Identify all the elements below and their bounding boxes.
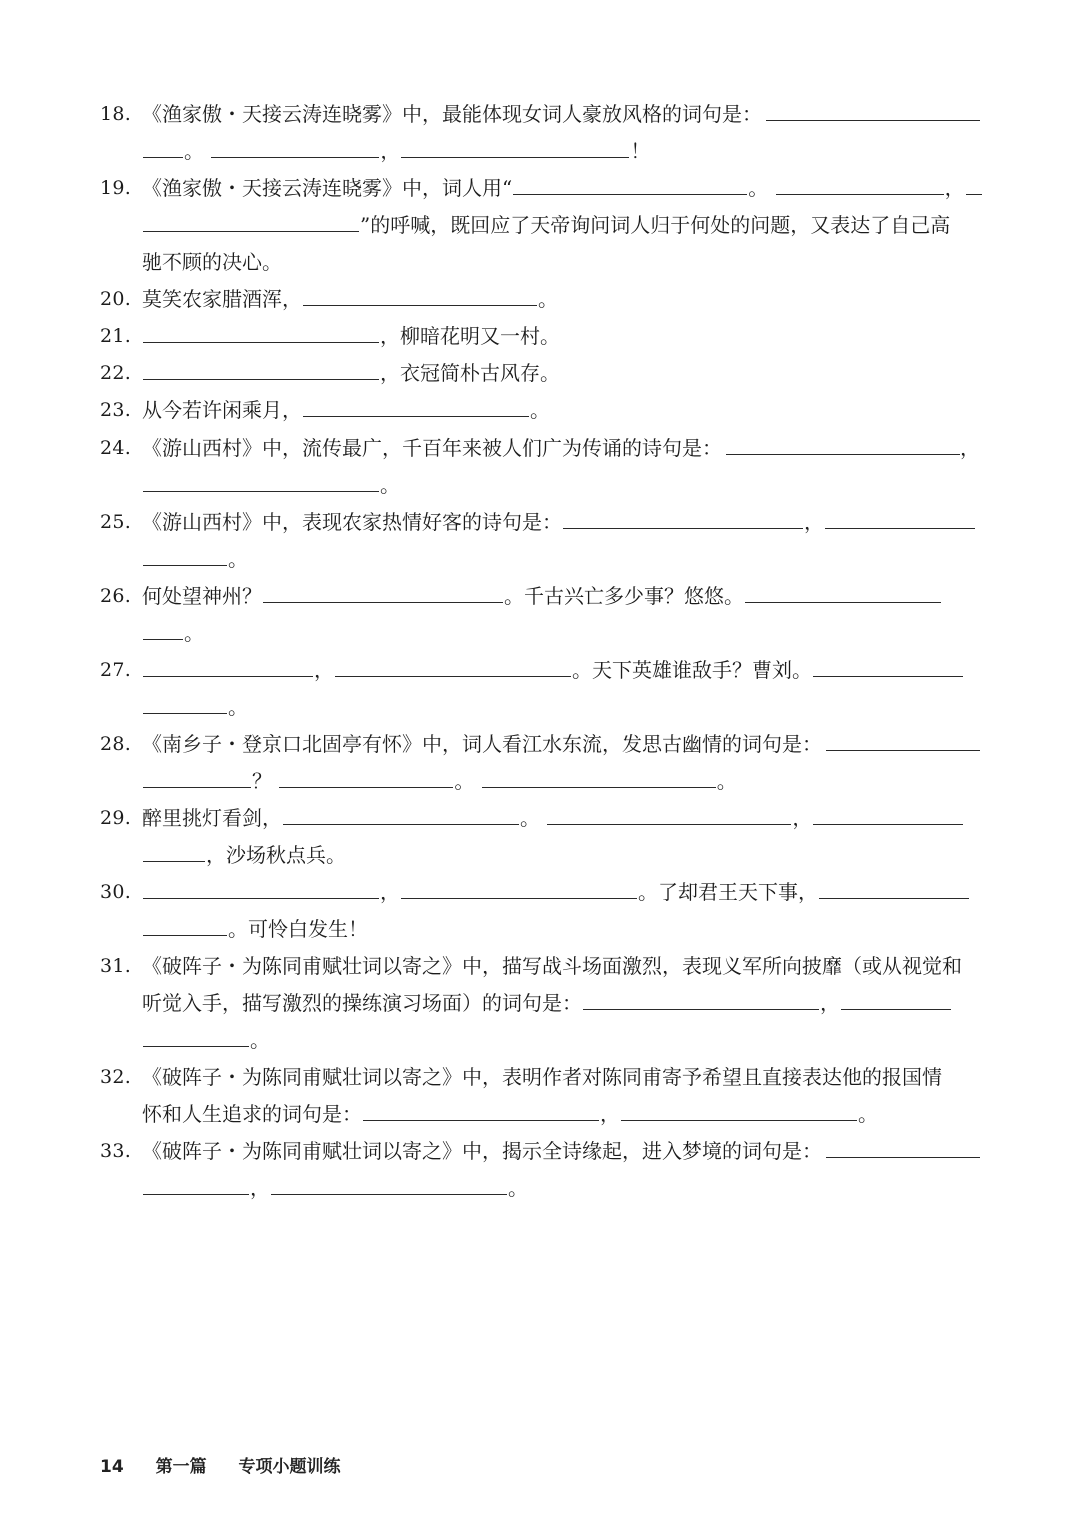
answer-blank[interactable] xyxy=(401,878,637,899)
question-number: 27. xyxy=(100,659,132,681)
answer-blank[interactable] xyxy=(143,1026,249,1047)
question-28 xyxy=(100,726,980,800)
question-number: 21. xyxy=(100,325,132,347)
answer-blank[interactable] xyxy=(813,656,963,677)
question-prompt: 听觉入手，描写激烈的操练演习场面）的词句是： xyxy=(142,991,582,1015)
answer-blank[interactable] xyxy=(966,174,982,195)
question-30 xyxy=(100,874,980,948)
answer-blank[interactable] xyxy=(547,804,791,825)
answer-blank[interactable] xyxy=(143,878,379,899)
question-24 xyxy=(100,430,980,504)
question-19 xyxy=(100,170,980,281)
question-20 xyxy=(100,281,980,318)
question-number: 23. xyxy=(100,399,132,421)
punct: 。 xyxy=(228,695,248,719)
question-number: 26. xyxy=(100,585,132,607)
question-prompt: 《游山西村》中，表现农家热情好客的诗句是： xyxy=(142,510,562,534)
answer-blank[interactable] xyxy=(482,767,716,788)
question-prompt: 《破阵子・为陈同甫赋壮词以寄之》中，描写战斗场面激烈，表现义军所向披靡（或从视觉和 xyxy=(142,954,962,978)
punct: ， xyxy=(250,1176,270,1200)
punct: 。 xyxy=(380,473,400,497)
question-prompt: 《渔家傲・天接云涛连晓雾》中，最能体现女词人豪放风格的词句是： xyxy=(142,102,762,126)
question-prompt: ，沙场秋点兵。 xyxy=(206,843,346,867)
answer-blank[interactable] xyxy=(143,767,251,788)
answer-blank[interactable] xyxy=(303,396,529,417)
answer-blank[interactable] xyxy=(143,211,359,232)
answer-blank[interactable] xyxy=(283,804,519,825)
answer-blank[interactable] xyxy=(143,656,313,677)
punct: 。 xyxy=(508,1176,528,1200)
answer-blank[interactable] xyxy=(303,285,537,306)
question-prompt: 醉里挑灯看剑， xyxy=(142,806,282,830)
question-prompt: ，衣冠简朴古风存。 xyxy=(380,361,560,385)
question-prompt: 《游山西村》中，流传最广，千百年来被人们广为传诵的诗句是： xyxy=(142,436,722,460)
question-23 xyxy=(100,392,980,429)
punct: ， xyxy=(960,436,980,460)
question-21 xyxy=(100,318,980,355)
punct: 。 xyxy=(184,621,204,645)
answer-blank[interactable] xyxy=(766,100,980,121)
punct: ？ xyxy=(252,769,272,793)
question-number: 32. xyxy=(100,1066,132,1088)
answer-blank[interactable] xyxy=(211,137,379,158)
answer-blank[interactable] xyxy=(513,174,747,195)
punct: 。 xyxy=(716,769,737,793)
punct: ， xyxy=(820,991,840,1015)
question-18 xyxy=(100,96,980,170)
question-number: 28. xyxy=(100,733,132,755)
answer-blank[interactable] xyxy=(143,471,379,492)
question-33 xyxy=(100,1133,980,1207)
question-31 xyxy=(100,948,980,1059)
punct: 。 xyxy=(250,1028,270,1052)
question-number: 25. xyxy=(100,511,132,533)
answer-blank[interactable] xyxy=(745,582,941,603)
answer-blank[interactable] xyxy=(563,508,803,529)
answer-blank[interactable] xyxy=(335,656,571,677)
answer-blank[interactable] xyxy=(363,1100,599,1121)
question-prompt: 莫笑农家腊酒浑， xyxy=(142,287,302,311)
answer-blank[interactable] xyxy=(826,1137,980,1158)
question-27 xyxy=(100,652,980,726)
question-prompt: 。可怜白发生！ xyxy=(228,917,368,941)
question-prompt: 怀和人生追求的词句是： xyxy=(142,1102,362,1126)
punct: ， xyxy=(314,658,334,682)
punct: ， xyxy=(804,510,824,534)
question-25 xyxy=(100,504,980,578)
question-prompt: 《南乡子・登京口北固亭有怀》中，词人看江水东流，发思古幽情的词句是： xyxy=(142,732,822,756)
question-prompt: 。了却君王天下事， xyxy=(638,880,818,904)
question-number: 20. xyxy=(100,288,132,310)
punct: 。 xyxy=(520,806,540,830)
answer-blank[interactable] xyxy=(143,915,227,936)
question-number: 33. xyxy=(100,1140,132,1162)
question-prompt: 《破阵子・为陈同甫赋壮词以寄之》中，揭示全诗缘起，进入梦境的词句是： xyxy=(142,1139,822,1163)
page-footer xyxy=(100,1452,367,1477)
punct: 。 xyxy=(184,139,204,163)
question-22 xyxy=(100,355,980,392)
answer-blank[interactable] xyxy=(271,1174,507,1195)
answer-blank[interactable] xyxy=(726,434,960,455)
section-title: 专项小题训练 xyxy=(238,1457,341,1477)
answer-blank[interactable] xyxy=(143,359,379,380)
answer-blank[interactable] xyxy=(143,1174,249,1195)
question-prompt: ”的呼喊，既回应了天帝询问词人归于何处的问题，又表达了自己高 xyxy=(360,213,951,237)
answer-blank[interactable] xyxy=(279,767,453,788)
punct: ， xyxy=(944,176,965,200)
question-prompt: 。天下英雄谁敌手？曹刘。 xyxy=(572,658,812,682)
question-prompt: 何处望神州？ xyxy=(142,584,262,608)
punct: 。 xyxy=(454,769,475,793)
answer-blank[interactable] xyxy=(263,582,503,603)
question-number: 22. xyxy=(100,362,132,384)
punct: 。 xyxy=(748,176,769,200)
answer-blank[interactable] xyxy=(143,619,183,640)
answer-blank[interactable] xyxy=(143,693,227,714)
question-29 xyxy=(100,800,980,874)
answer-blank[interactable] xyxy=(826,730,980,751)
question-prompt: 驰不顾的决心。 xyxy=(142,250,282,274)
answer-blank[interactable] xyxy=(819,878,969,899)
answer-blank[interactable] xyxy=(401,137,629,158)
answer-blank[interactable] xyxy=(841,989,951,1010)
punct: ， xyxy=(380,880,400,904)
punct: 。 xyxy=(228,547,248,571)
punct: ， xyxy=(600,1102,620,1126)
punct: 。 xyxy=(530,398,550,422)
question-number: 29. xyxy=(100,807,132,829)
punct: ， xyxy=(792,806,813,830)
punct: ， xyxy=(380,139,401,163)
answer-blank[interactable] xyxy=(825,508,975,529)
answer-blank[interactable] xyxy=(143,322,379,343)
punct: 。 xyxy=(858,1102,878,1126)
answer-blank[interactable] xyxy=(813,804,963,825)
answer-blank[interactable] xyxy=(143,545,227,566)
question-prompt: 从今若许闲乘月， xyxy=(142,398,302,422)
question-number: 19. xyxy=(100,177,132,199)
answer-blank[interactable] xyxy=(583,989,819,1010)
punct: 。 xyxy=(538,287,558,311)
answer-blank[interactable] xyxy=(143,841,205,862)
page-number: 14 xyxy=(100,1457,124,1477)
punct: ！ xyxy=(630,139,651,163)
answer-blank[interactable] xyxy=(143,137,183,158)
part-title: 第一篇 xyxy=(155,1457,207,1477)
answer-blank[interactable] xyxy=(621,1100,857,1121)
question-32 xyxy=(100,1059,980,1133)
question-number: 30. xyxy=(100,881,132,903)
question-prompt: 《破阵子・为陈同甫赋壮词以寄之》中，表明作者对陈同甫寄予希望且直接表达他的报国情 xyxy=(142,1065,942,1089)
answer-blank[interactable] xyxy=(776,174,944,195)
question-prompt: ，柳暗花明又一村。 xyxy=(380,324,560,348)
question-prompt: 。千古兴亡多少事？悠悠。 xyxy=(504,584,744,608)
question-number: 18. xyxy=(100,103,132,125)
question-number: 31. xyxy=(100,955,132,977)
question-number: 24. xyxy=(100,437,132,459)
question-26 xyxy=(100,578,980,652)
question-prompt: 《渔家傲・天接云涛连晓雾》中，词人用“ xyxy=(142,176,513,200)
